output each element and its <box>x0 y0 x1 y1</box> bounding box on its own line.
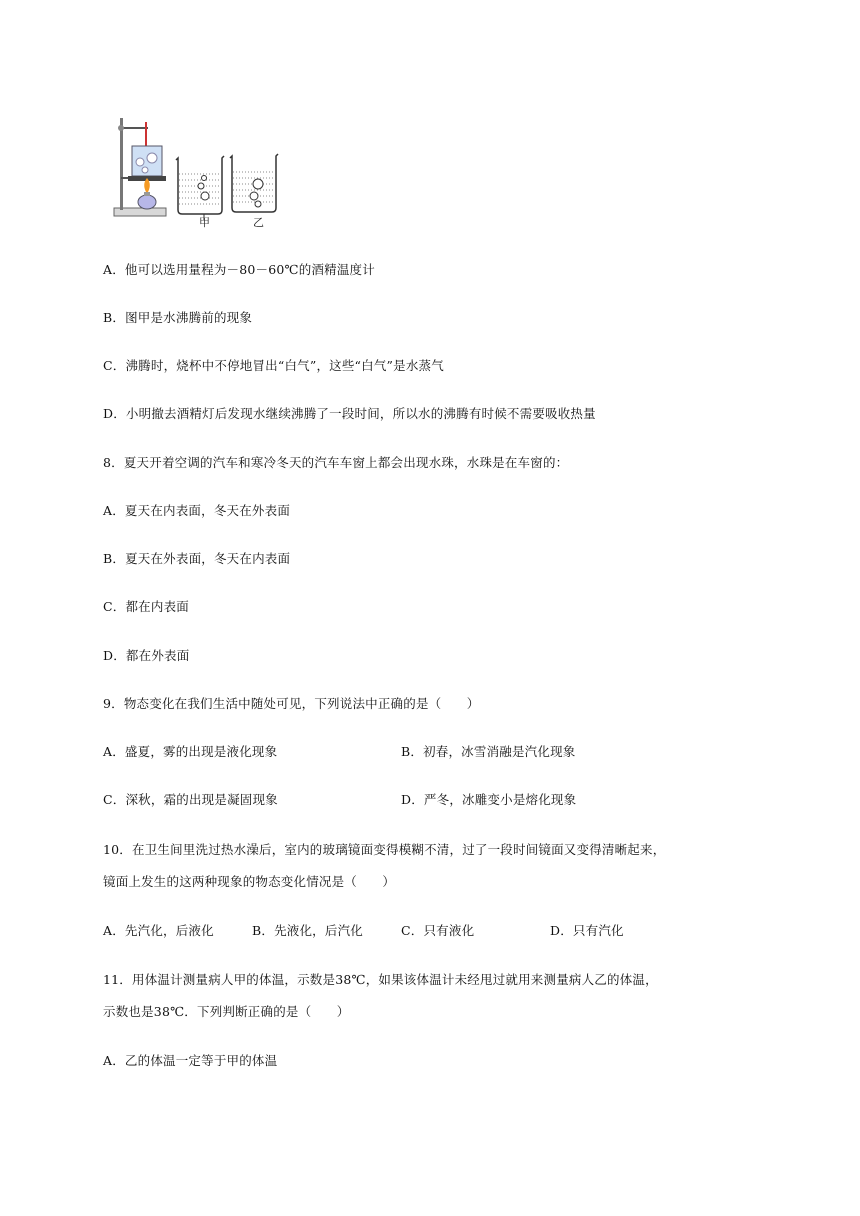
q7-option-b: B．图甲是水沸腾前的现象 <box>103 310 253 325</box>
q9-option-b: B．初春，冰雪消融是汽化现象 <box>401 744 576 759</box>
beaker-jia <box>176 156 224 220</box>
q7-option-c: C．沸腾时，烧杯中不停地冒出“白气”，这些“白气”是水蒸气 <box>103 358 444 373</box>
q10-option-d: D．只有汽化 <box>550 923 624 938</box>
q11-stem-line1: 11．用体温计测量病人甲的体温，示数是38℃，如果该体温计未经甩过就用来测量病人乙的体温， <box>103 972 658 987</box>
q10-option-c: C．只有液化 <box>401 923 475 938</box>
q8-option-a: A．夏天在内表面，冬天在外表面 <box>103 503 291 518</box>
q7-option-a: A．他可以选用量程为－80－60℃的酒精温度计 <box>103 262 375 277</box>
q8-stem: 8．夏天开着空调的汽车和寒冷冬天的汽车车窗上都会出现水珠，水珠是在车窗的： <box>103 455 569 470</box>
q10-stem-line1: 10．在卫生间里洗过热水澡后，室内的玻璃镜面变得模糊不清，过了一段时间镜面又变得清晰起来， <box>103 842 666 857</box>
q9-option-c: C．深秋，霜的出现是凝固现象 <box>103 792 278 807</box>
q8-option-c: C．都在内表面 <box>103 599 189 614</box>
q8-option-d: D．都在外表面 <box>103 648 190 663</box>
beaker-label-jia: 甲 <box>199 216 210 229</box>
boiling-apparatus-diagram <box>112 112 302 230</box>
experiment-figure <box>112 112 302 230</box>
beaker-label-yi: 乙 <box>253 216 264 229</box>
q9-option-d: D．严冬，冰雕变小是熔化现象 <box>401 792 577 807</box>
q9-stem: 9．物态变化在我们生活中随处可见，下列说法中正确的是（ ） <box>103 696 480 711</box>
q9-option-a: A．盛夏，雾的出现是液化现象 <box>103 744 278 759</box>
q11-option-a: A．乙的体温一定等于甲的体温 <box>103 1053 278 1068</box>
q8-option-b: B．夏天在外表面，冬天在内表面 <box>103 551 291 566</box>
q10-stem-line2: 镜面上发生的这两种现象的物态变化情况是（ ） <box>103 874 396 889</box>
q10-option-b: B．先液化，后汽化 <box>252 923 363 938</box>
q7-option-d: D．小明撤去酒精灯后发现水继续沸腾了一段时间，所以水的沸腾有时候不需要吸收热量 <box>103 406 596 421</box>
beaker-yi <box>230 154 278 212</box>
q11-stem-line2: 示数也是38℃．下列判断正确的是（ ） <box>103 1004 350 1019</box>
q10-option-a: A．先汽化，后液化 <box>103 923 214 938</box>
